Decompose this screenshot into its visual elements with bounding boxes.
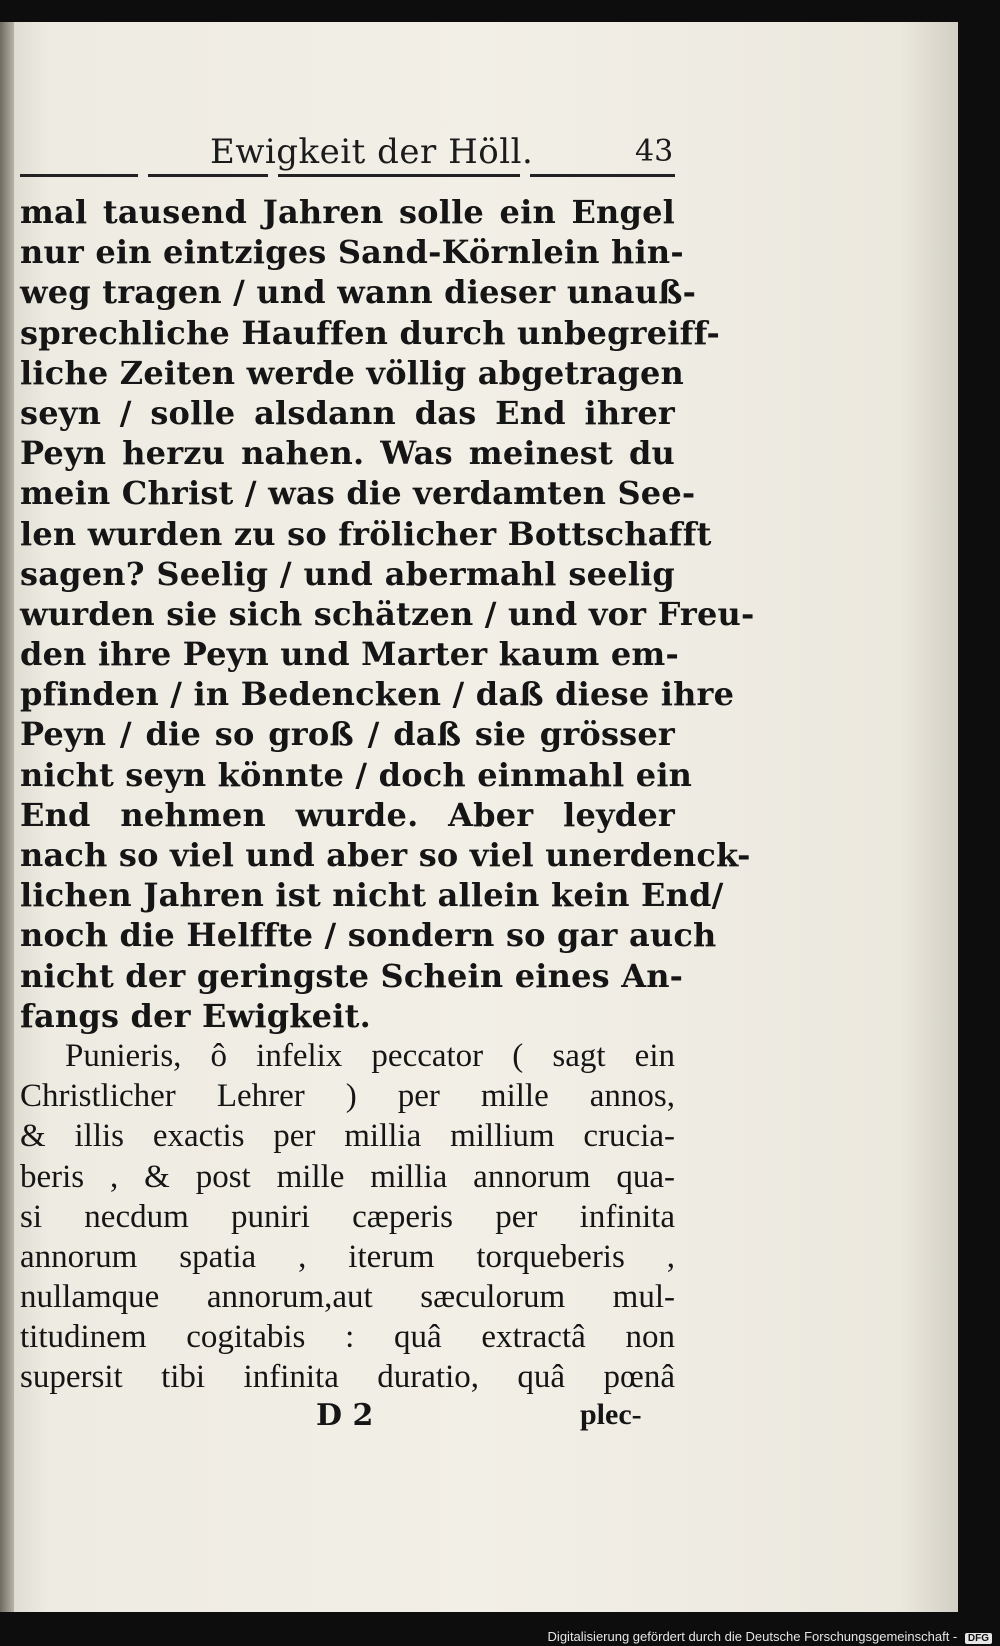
text-line: wurden sie sich schätzen / und vor Freu- [20,594,755,633]
running-title: Ewigkeit der Höll. [210,132,534,172]
latin-line: Christlicher Lehrer ) per mille annos, [20,1078,675,1115]
header-rule-segment [278,174,520,177]
text-line: mein Christ / was die verdamten See- [20,474,696,513]
page-number: 43 [635,134,674,169]
dfg-logo: DFG [965,1633,992,1644]
page-bottom-marks [20,1398,675,1442]
text-line: sagen? Seelig / und abermahl seelig [20,554,675,593]
catchword: plec- [580,1398,642,1431]
text-line: nicht seyn könnte / doch einmahl ein [20,755,693,794]
latin-line: supersit tibi infinita duratio, quâ pœnâ [20,1359,675,1396]
text-line: len wurden zu so frölicher Bottschafft [20,514,712,553]
header-rule-segment [530,174,675,177]
signature-mark: D 2 [316,1398,374,1433]
text-line: den ihre Peyn und Marter kaum em- [20,635,679,674]
text-line: liche Zeiten werde völlig abgetragen [20,353,684,392]
latin-line: Punieris, ô infelix peccator ( sagt ein [65,1037,675,1074]
latin-line: si necdum puniri cæperis per infinita [20,1198,675,1235]
text-line: sprechliche Hauffen durch unbegreiff- [20,313,720,352]
text-line: lichen Jahren ist nicht allein kein End/ [20,876,724,915]
text-line: nur ein eintziges Sand-Körnlein hin- [20,233,684,272]
header-rule-segment [20,174,138,177]
page-header [20,118,680,178]
text-line: Peyn / die so groß / daß sie grösser [20,715,675,754]
latin-line: annorum spatia , iterum torqueberis , [20,1238,675,1275]
header-rule-segment [148,174,268,177]
latin-line: nullamque annorum,aut sæculorum mul- [20,1279,675,1316]
text-line: fangs der Ewigkeit. [20,996,371,1035]
text-line: seyn / solle alsdann das End ihrer [20,393,675,432]
main-text [20,192,755,1398]
text-line: pfinden / in Bedencken / daß diese ihre [20,675,735,714]
text-line: End nehmen wurde. Aber leyder [20,795,675,834]
latin-line: titudinem cogitabis : quâ extractâ non [20,1319,675,1356]
text-line: weg tragen / und wann dieser unauß- [20,273,697,312]
text-line: nicht der geringste Schein eines An- [20,956,684,995]
digitization-credit [548,1629,992,1644]
text-line: nach so viel und aber so viel unerdenck- [20,836,751,874]
page-gutter-shadow [0,22,14,1612]
text-line: noch die Helffte / sondern so gar auch [20,916,717,955]
book-page [0,22,958,1612]
credit-text: Digitalisierung gefördert durch die Deutsche Forschungsgemeinschaft - [547,1629,958,1644]
text-line: mal tausend Jahren solle ein Engel [20,193,675,231]
latin-line: & illis exactis per millia millium crucia- [20,1118,675,1155]
text-line: Peyn herzu nahen. Was meinest du [20,434,675,473]
latin-line: beris , & post mille millia annorum qua- [20,1158,675,1195]
